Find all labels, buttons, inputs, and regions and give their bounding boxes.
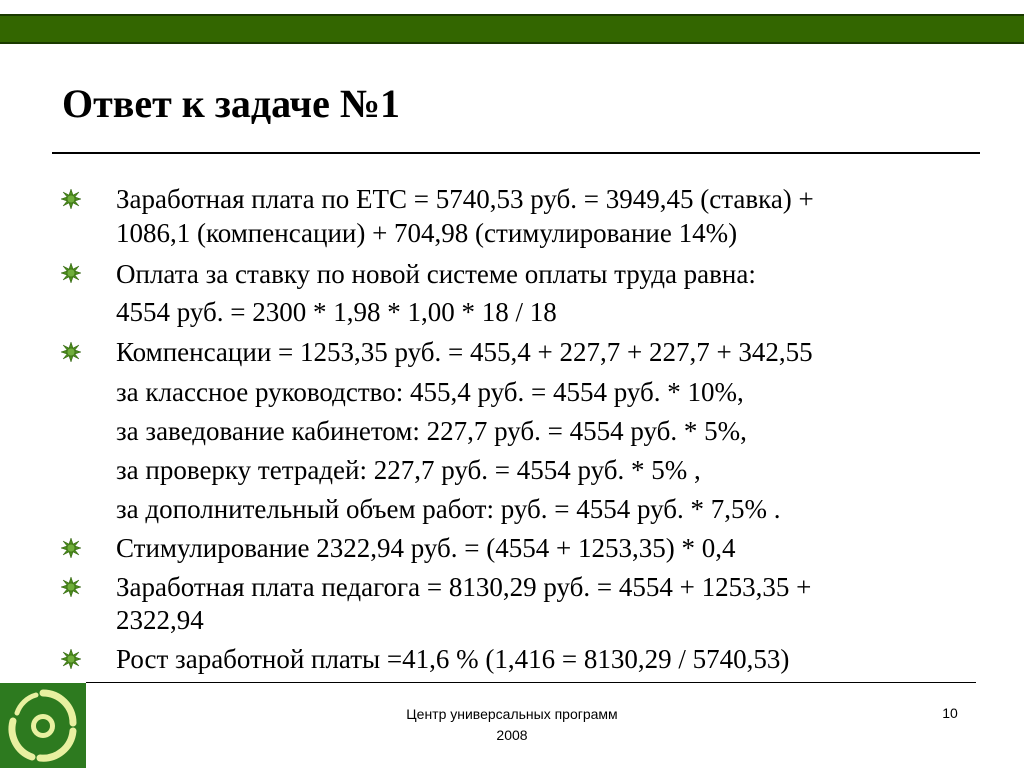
page-number: 10 <box>942 705 958 721</box>
body-line: Оплата за ставку по новой системе оплаты труда равна: <box>116 259 756 289</box>
swirl-logo-icon <box>0 683 86 768</box>
slide-title: Ответ к задаче №1 <box>62 81 401 126</box>
footer-year: 2008 <box>496 727 528 743</box>
footer-organization: Центр универсальных программ <box>406 706 618 722</box>
title-divider <box>52 152 980 154</box>
body-line: за проверку тетрадей: 227,7 руб. = 4554 руб. * 5% , <box>116 455 701 485</box>
body-line: Заработная плата педагога = 8130,29 руб. = 4554 + 1253,35 + <box>116 572 812 602</box>
starburst-bullet-icon <box>60 576 82 598</box>
body-line: Заработная плата по ЕТС = 5740,53 руб. = 3949,45 (ставка) + <box>116 184 814 214</box>
body-line: 4554 руб. = 2300 * 1,98 * 1,00 * 18 / 18 <box>116 297 557 327</box>
body-line: 2322,94 <box>116 605 204 635</box>
body-line: за дополнительный объем работ: руб. = 4554 руб. * 7,5% . <box>116 494 781 524</box>
footer-divider <box>86 682 976 683</box>
starburst-bullet-icon <box>60 648 82 670</box>
body-line: 1086,1 (компенсации) + 704,98 (стимулирование 14%) <box>116 218 738 248</box>
body-line: Компенсации = 1253,35 руб. = 455,4 + 227,7 + 227,7 + 342,55 <box>116 337 813 367</box>
body-line: за классное руководство: 455,4 руб. = 4554 руб. * 10%, <box>116 377 744 407</box>
starburst-bullet-icon <box>60 262 82 284</box>
body-line: Рост заработной платы =41,6 % (1,416 = 8130,29 / 5740,53) <box>116 644 790 674</box>
starburst-bullet-icon <box>60 537 82 559</box>
starburst-bullet-icon <box>60 341 82 363</box>
top-decorative-bar <box>0 14 1024 44</box>
body-line: за заведование кабинетом: 227,7 руб. = 4554 руб. * 5%, <box>116 416 747 446</box>
starburst-bullet-icon <box>60 188 82 210</box>
body-line: Стимулирование 2322,94 руб. = (4554 + 1253,35) * 0,4 <box>116 533 736 563</box>
